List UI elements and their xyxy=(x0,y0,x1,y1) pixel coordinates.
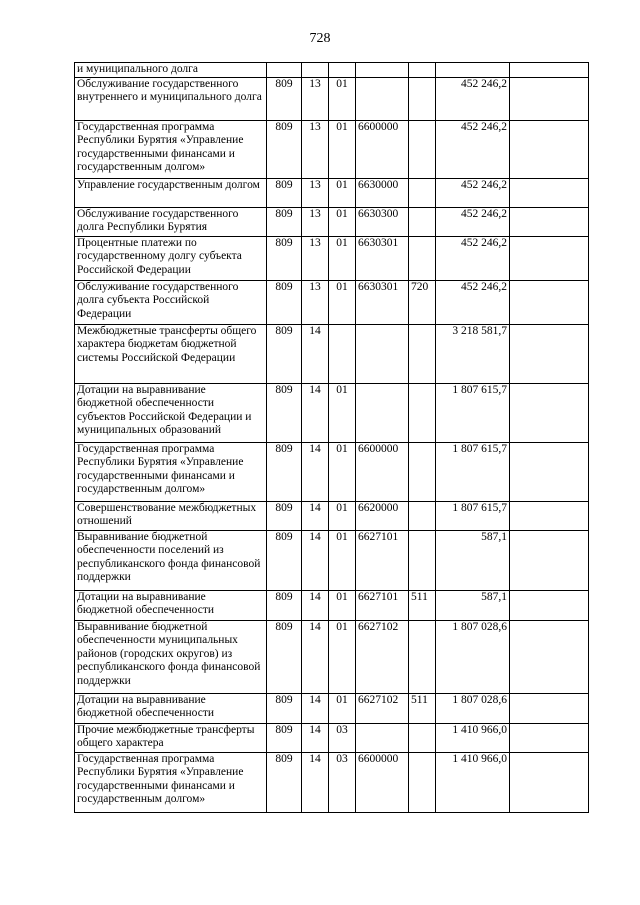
row-csr: 6620000 xyxy=(356,501,409,530)
row-ved: 809 xyxy=(267,77,302,120)
row-csr xyxy=(356,77,409,120)
row-name: Дотации на выравнивание бюджетной обеспеченности xyxy=(75,693,267,723)
row-extra xyxy=(510,530,589,590)
row-csr: 6630301 xyxy=(356,280,409,324)
row-ved: 809 xyxy=(267,620,302,693)
row-pr: 01 xyxy=(329,442,356,501)
row-rz: 14 xyxy=(302,530,329,590)
table-row xyxy=(75,236,589,280)
row-vr xyxy=(409,207,436,236)
row-ved xyxy=(267,63,302,78)
row-sum: 3 218 581,7 xyxy=(436,324,510,383)
row-vr xyxy=(409,178,436,207)
table-row xyxy=(75,752,589,812)
row-pr: 01 xyxy=(329,383,356,442)
row-pr: 01 xyxy=(329,590,356,620)
row-extra xyxy=(510,723,589,752)
row-vr xyxy=(409,723,436,752)
row-name: Обслуживание государственного долга субъекта Российской Федерации xyxy=(75,280,267,324)
row-extra xyxy=(510,63,589,78)
budget-table xyxy=(74,62,589,813)
row-pr: 01 xyxy=(329,77,356,120)
table-row xyxy=(75,620,589,693)
row-pr: 01 xyxy=(329,693,356,723)
row-name: и муниципального долга xyxy=(75,63,267,78)
row-ved: 809 xyxy=(267,178,302,207)
table-row xyxy=(75,77,589,120)
row-pr xyxy=(329,63,356,78)
row-name: Дотации на выравнивание бюджетной обеспеченности субъектов Российской Федерации и муниципальных образований xyxy=(75,383,267,442)
row-pr: 01 xyxy=(329,178,356,207)
row-name: Государственная программа Республики Бурятия «Управление государственными финансами и государственным долгом» xyxy=(75,752,267,812)
row-pr: 01 xyxy=(329,501,356,530)
row-sum: 452 246,2 xyxy=(436,207,510,236)
table-row xyxy=(75,442,589,501)
row-extra xyxy=(510,207,589,236)
row-ved: 809 xyxy=(267,590,302,620)
row-pr: 01 xyxy=(329,620,356,693)
table-row xyxy=(75,178,589,207)
row-vr xyxy=(409,442,436,501)
row-sum: 1 807 028,6 xyxy=(436,620,510,693)
row-rz: 14 xyxy=(302,752,329,812)
row-name: Государственная программа Республики Бурятия «Управление государственными финансами и государственным долгом» xyxy=(75,120,267,178)
row-sum: 452 246,2 xyxy=(436,178,510,207)
row-sum: 1 807 615,7 xyxy=(436,501,510,530)
row-vr xyxy=(409,752,436,812)
row-rz: 14 xyxy=(302,620,329,693)
row-vr xyxy=(409,530,436,590)
table-row xyxy=(75,530,589,590)
row-extra xyxy=(510,693,589,723)
row-csr: 6627101 xyxy=(356,530,409,590)
row-extra xyxy=(510,120,589,178)
row-vr: 720 xyxy=(409,280,436,324)
row-extra xyxy=(510,442,589,501)
row-extra xyxy=(510,280,589,324)
row-rz: 13 xyxy=(302,280,329,324)
row-name: Межбюджетные трансферты общего характера бюджетам бюджетной системы Российской Федерации xyxy=(75,324,267,383)
row-sum: 1 807 615,7 xyxy=(436,442,510,501)
table-row xyxy=(75,120,589,178)
row-rz: 14 xyxy=(302,590,329,620)
row-sum: 587,1 xyxy=(436,590,510,620)
row-pr: 01 xyxy=(329,236,356,280)
row-sum: 452 246,2 xyxy=(436,236,510,280)
row-pr: 01 xyxy=(329,530,356,590)
row-vr xyxy=(409,63,436,78)
row-sum: 452 246,2 xyxy=(436,77,510,120)
row-extra xyxy=(510,620,589,693)
row-name: Процентные платежи по государственному долгу субъекта Российской Федерации xyxy=(75,236,267,280)
row-extra xyxy=(510,383,589,442)
table-row xyxy=(75,63,589,78)
row-vr xyxy=(409,501,436,530)
row-ved: 809 xyxy=(267,530,302,590)
row-csr: 6630301 xyxy=(356,236,409,280)
row-vr xyxy=(409,324,436,383)
row-vr xyxy=(409,620,436,693)
row-sum xyxy=(436,63,510,78)
row-extra xyxy=(510,324,589,383)
table-row xyxy=(75,723,589,752)
row-rz: 14 xyxy=(302,383,329,442)
row-csr: 6627102 xyxy=(356,693,409,723)
row-rz: 14 xyxy=(302,693,329,723)
row-csr: 6600000 xyxy=(356,752,409,812)
row-extra xyxy=(510,752,589,812)
table-body xyxy=(75,63,589,813)
row-csr xyxy=(356,383,409,442)
row-sum: 452 246,2 xyxy=(436,280,510,324)
row-csr: 6630300 xyxy=(356,207,409,236)
row-name: Государственная программа Республики Бурятия «Управление государственными финансами и государственным долгом» xyxy=(75,442,267,501)
page-number: 728 xyxy=(309,31,331,46)
row-pr: 03 xyxy=(329,752,356,812)
row-ved: 809 xyxy=(267,120,302,178)
row-csr xyxy=(356,723,409,752)
row-name: Совершенствование межбюджетных отношений xyxy=(75,501,267,530)
row-extra xyxy=(510,77,589,120)
row-rz: 14 xyxy=(302,723,329,752)
row-rz: 14 xyxy=(302,442,329,501)
row-csr: 6600000 xyxy=(356,442,409,501)
row-rz: 13 xyxy=(302,120,329,178)
row-rz: 13 xyxy=(302,207,329,236)
row-vr xyxy=(409,77,436,120)
row-csr: 6627101 xyxy=(356,590,409,620)
row-sum: 587,1 xyxy=(436,530,510,590)
row-sum: 1 410 966,0 xyxy=(436,723,510,752)
table-row xyxy=(75,501,589,530)
row-extra xyxy=(510,178,589,207)
row-rz: 13 xyxy=(302,236,329,280)
table-row xyxy=(75,383,589,442)
row-pr: 03 xyxy=(329,723,356,752)
row-extra xyxy=(510,501,589,530)
row-vr: 511 xyxy=(409,590,436,620)
row-rz xyxy=(302,63,329,78)
row-ved: 809 xyxy=(267,501,302,530)
table-row xyxy=(75,693,589,723)
row-name: Прочие межбюджетные трансферты общего характера xyxy=(75,723,267,752)
row-vr xyxy=(409,120,436,178)
row-name: Управление государственным долгом xyxy=(75,178,267,207)
row-csr xyxy=(356,324,409,383)
row-rz: 14 xyxy=(302,501,329,530)
row-vr xyxy=(409,383,436,442)
row-ved: 809 xyxy=(267,723,302,752)
row-vr xyxy=(409,236,436,280)
row-name: Обслуживание государственного долга Республики Бурятия xyxy=(75,207,267,236)
row-rz: 13 xyxy=(302,178,329,207)
row-csr: 6630000 xyxy=(356,178,409,207)
row-ved: 809 xyxy=(267,752,302,812)
row-name: Выравнивание бюджетной обеспеченности поселений из республиканского фонда финансовой поддержки xyxy=(75,530,267,590)
row-csr: 6627102 xyxy=(356,620,409,693)
row-ved: 809 xyxy=(267,442,302,501)
row-sum: 1 410 966,0 xyxy=(436,752,510,812)
row-name: Выравнивание бюджетной обеспеченности муниципальных районов (городских округов) из республиканского фонда финансовой поддержки xyxy=(75,620,267,693)
row-ved: 809 xyxy=(267,324,302,383)
row-csr xyxy=(356,63,409,78)
row-vr: 511 xyxy=(409,693,436,723)
row-pr xyxy=(329,324,356,383)
row-ved: 809 xyxy=(267,207,302,236)
row-rz: 14 xyxy=(302,324,329,383)
row-name: Дотации на выравнивание бюджетной обеспеченности xyxy=(75,590,267,620)
row-ved: 809 xyxy=(267,383,302,442)
row-sum: 1 807 028,6 xyxy=(436,693,510,723)
row-extra xyxy=(510,590,589,620)
table-row xyxy=(75,280,589,324)
row-name: Обслуживание государственного внутреннего и муниципального долга xyxy=(75,77,267,120)
row-rz: 13 xyxy=(302,77,329,120)
table-row xyxy=(75,590,589,620)
row-csr: 6600000 xyxy=(356,120,409,178)
row-ved: 809 xyxy=(267,280,302,324)
table-row xyxy=(75,324,589,383)
row-pr: 01 xyxy=(329,280,356,324)
row-pr: 01 xyxy=(329,120,356,178)
row-ved: 809 xyxy=(267,236,302,280)
row-pr: 01 xyxy=(329,207,356,236)
row-ved: 809 xyxy=(267,693,302,723)
row-sum: 1 807 615,7 xyxy=(436,383,510,442)
row-sum: 452 246,2 xyxy=(436,120,510,178)
row-extra xyxy=(510,236,589,280)
table-row xyxy=(75,207,589,236)
